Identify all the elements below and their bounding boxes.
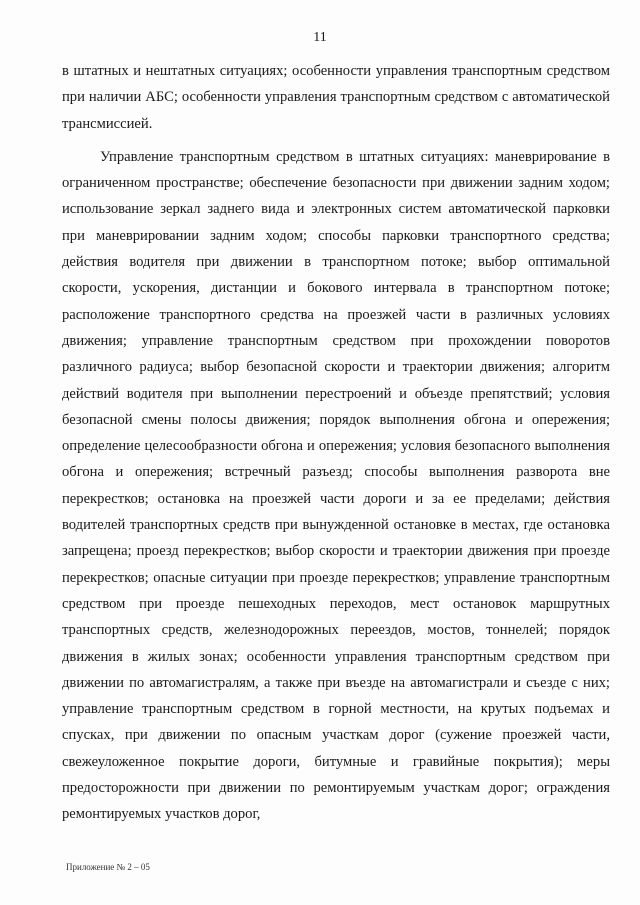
paragraph-continuation: в штатных и нештатных ситуациях; особенности управления транспортным средством при наличии АБС; особенности управления транспортным средством с автоматической трансмиссией. [62, 63, 610, 132]
document-body [62, 58, 610, 828]
page-number: 11 [313, 30, 327, 45]
paragraph-driving-in-normal-situations: Управление транспортным средством в штатных ситуациях: маневрирование в ограниченном пространстве; обеспечение безопасности при движении задним ходом; использование зеркал заднего вида и электронных систем автоматической парковки при маневрировании задним ходом; способы парковки транспортного средства; действия водителя при движении в транспортном потоке; выбор оптимальной скорости, ускорения, дистанции и бокового интервала в транспортном потоке; расположение транспортного средства на проезжей части в различных условиях движения; управление транспортным средством при прохождении поворотов различного радиуса; выбор безопасной скорости и траектории движения; алгоритм действий водителя при выполнении перестроений и объезде препятствий; условия безопасной смены полосы движения; порядок выполнения обгона и опережения; определение целесообразности обгона и опережения; условия безопасного выполнения обгона и опережения; встречный разъезд; способы выполнения разворота вне перекрестков; остановка на проезжей части дороги и за ее пределами; действия водителей транспортных средств при вынужденной остановке в местах, где остановка запрещена; проезд перекрестков; выбор скорости и траектории движения при проезде перекрестков; опасные ситуации при проезде перекрестков; управление транспортным средством при проезде пешеходных переходов, мест остановок маршрутных транспортных средств, железнодорожных переездов, мостов, тоннелей; порядок движения в жилых зонах; особенности управления транспортным средством при движении по автомагистралям, а также при въезде на автомагистрали и съезде с них; управление транспортным средством в горной местности, на крутых подъемах и спусках, при движении по опасным участкам дорог (сужение проезжей части, свежеуложенное покрытие дороги, битумные и гравийные покрытия); меры предосторожности при движении по ремонтируемым участкам дорог; ограждения ремонтируемых участков дорог, [62, 148, 610, 823]
footer-appendix-note: Приложение № 2 – 05 [66, 862, 150, 872]
